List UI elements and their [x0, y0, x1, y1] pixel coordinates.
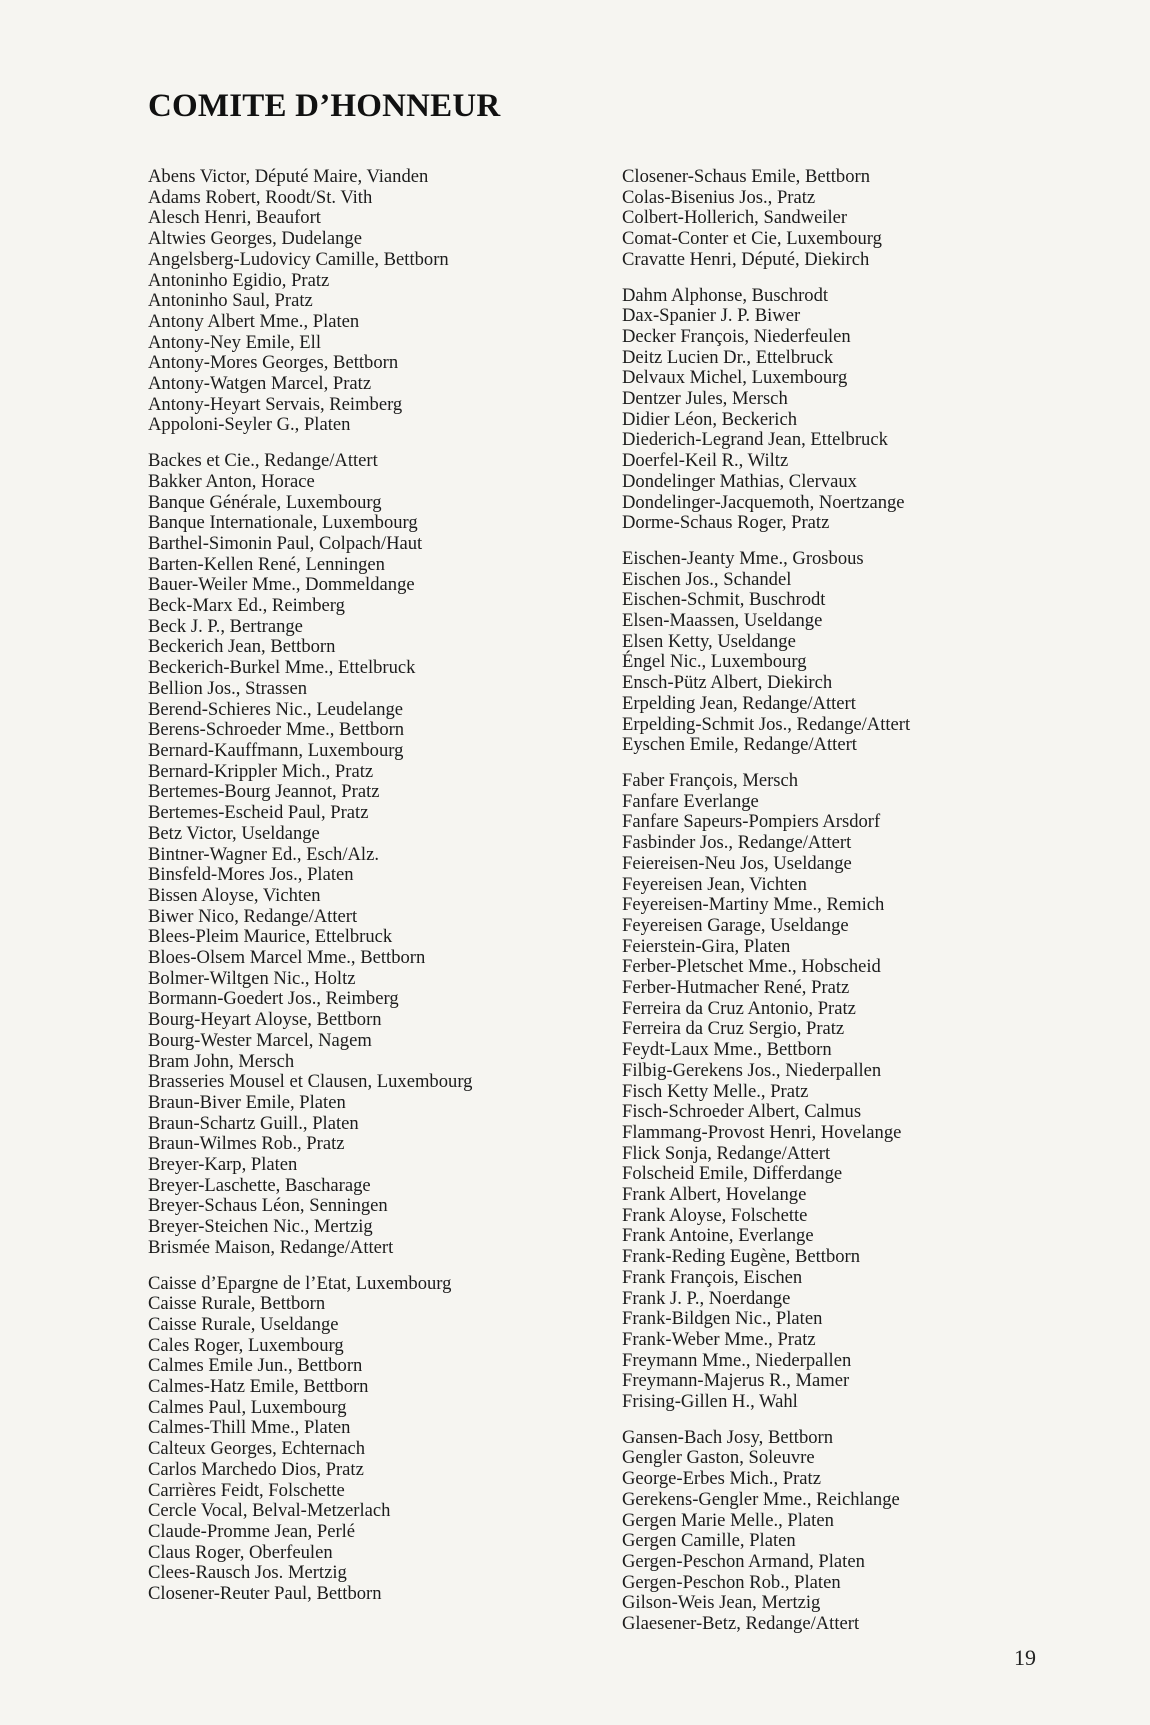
list-item: Elsen Ketty, Useldange — [622, 630, 796, 652]
list-item: Frank François, Eischen — [622, 1266, 803, 1288]
list-item: Antony-Mores Georges, Bettborn — [148, 352, 399, 374]
list-item: Feierstein-Gira, Platen — [622, 935, 791, 957]
list-item: Dondelinger Mathias, Clervaux — [622, 470, 857, 492]
list-item: Ferber-Hutmacher René, Pratz — [622, 977, 850, 999]
list-item: Eischen-Schmit, Buschrodt — [622, 589, 826, 611]
list-item: Decker François, Niederfeulen — [622, 325, 851, 347]
list-item: Bloes-Olsem Marcel Mme., Bettborn — [148, 947, 426, 969]
list-item: Blees-Pleim Maurice, Ettelbruck — [148, 926, 393, 948]
list-item: Bolmer-Wiltgen Nic., Holtz — [148, 967, 356, 989]
list-item: Betz Victor, Useldange — [148, 822, 320, 844]
list-item: Antony-Watgen Marcel, Pratz — [148, 373, 372, 395]
entry-group — [148, 1274, 568, 1605]
list-item: Eyschen Emile, Redange/Attert — [622, 734, 857, 756]
list-item: Gergen Camille, Platen — [622, 1530, 796, 1552]
list-item: Frank J. P., Noerdange — [622, 1287, 791, 1309]
list-item: Calmes Paul, Luxembourg — [148, 1396, 347, 1418]
list-item: Cercle Vocal, Belval-Metzerlach — [148, 1500, 391, 1522]
list-item: Bissen Aloyse, Vichten — [148, 884, 321, 906]
list-item: Colas-Bisenius Jos., Pratz — [622, 186, 816, 208]
list-item: Elsen-Maassen, Useldange — [622, 610, 823, 632]
list-item: Frank Aloyse, Folschette — [622, 1204, 808, 1226]
list-item: Bourg-Heyart Aloyse, Bettborn — [148, 1009, 382, 1031]
list-item: Closener-Reuter Paul, Bettborn — [148, 1583, 382, 1605]
list-item: Bourg-Wester Marcel, Nagem — [148, 1029, 372, 1051]
list-item: Erpelding Jean, Redange/Attert — [622, 692, 856, 714]
list-item: Deitz Lucien Dr., Ettelbruck — [622, 346, 834, 368]
list-item: Alesch Henri, Beaufort — [148, 207, 321, 229]
list-item: Fisch-Schroeder Albert, Calmus — [622, 1101, 862, 1123]
list-item: Biwer Nico, Redange/Attert — [148, 905, 358, 927]
list-item: Flick Sonja, Redange/Attert — [622, 1142, 831, 1164]
list-item: Dorme-Schaus Roger, Pratz — [622, 512, 830, 534]
list-item: Cales Roger, Luxembourg — [148, 1334, 344, 1356]
list-item: Frank-Reding Eugène, Bettborn — [622, 1246, 861, 1268]
list-item: Antoninho Saul, Pratz — [148, 290, 313, 312]
entry-group — [622, 286, 1042, 534]
list-item: Ferreira da Cruz Sergio, Pratz — [622, 1018, 845, 1040]
list-item: Bellion Jos., Strassen — [148, 677, 308, 699]
list-item: Brasseries Mousel et Clausen, Luxembourg — [148, 1071, 473, 1093]
list-item: Beckerich Jean, Bettborn — [148, 636, 336, 658]
list-item: Banque Internationale, Luxembourg — [148, 512, 418, 534]
list-item: Antony-Heyart Servais, Reimberg — [148, 393, 403, 415]
list-item: Gengler Gaston, Soleuvre — [622, 1447, 815, 1469]
list-item: Braun-Wilmes Rob., Pratz — [148, 1133, 345, 1155]
list-item: Feydt-Laux Mme., Bettborn — [622, 1039, 832, 1061]
list-item: Beck J. P., Bertrange — [148, 615, 303, 637]
list-item: Glaesener-Betz, Redange/Attert — [622, 1613, 860, 1635]
list-item: Breyer-Schaus Léon, Senningen — [148, 1195, 388, 1217]
list-item: Colbert-Hollerich, Sandweiler — [622, 207, 848, 229]
list-item: Fisch Ketty Melle., Pratz — [622, 1080, 809, 1102]
list-item: Dentzer Jules, Mersch — [622, 388, 788, 410]
list-item: Breyer-Steichen Nic., Mertzig — [148, 1216, 373, 1238]
list-item: George-Erbes Mich., Pratz — [622, 1468, 821, 1490]
list-item: Gerekens-Gengler Mme., Reichlange — [622, 1488, 900, 1510]
list-item: Folscheid Emile, Differdange — [622, 1163, 843, 1185]
list-item: Bram John, Mersch — [148, 1050, 295, 1072]
list-item: Didier Léon, Beckerich — [622, 408, 798, 430]
entry-group — [622, 549, 1042, 756]
list-item: Dondelinger-Jacquemoth, Noertzange — [622, 491, 905, 513]
list-item: Barten-Kellen René, Lenningen — [148, 553, 385, 575]
list-item: Bakker Anton, Horace — [148, 470, 315, 492]
list-item: Carlos Marchedo Dios, Pratz — [148, 1458, 364, 1480]
list-item: Binsfeld-Mores Jos., Platen — [148, 864, 354, 886]
list-item: Feyereisen Jean, Vichten — [622, 873, 807, 895]
list-item: Bernard-Krippler Mich., Pratz — [148, 760, 374, 782]
list-item: Berend-Schieres Nic., Leudelange — [148, 698, 404, 720]
list-item: Erpelding-Schmit Jos., Redange/Attert — [622, 713, 911, 735]
list-item: Ferreira da Cruz Antonio, Pratz — [622, 997, 856, 1019]
list-item: Dax-Spanier J. P. Biwer — [622, 305, 801, 327]
entry-group — [622, 1428, 1042, 1635]
list-item: Bertemes-Escheid Paul, Pratz — [148, 802, 369, 824]
list-item: Gilson-Weis Jean, Mertzig — [622, 1592, 821, 1614]
list-item: Calmes-Hatz Emile, Bettborn — [148, 1376, 369, 1398]
list-item: Angelsberg-Ludovicy Camille, Bettborn — [148, 248, 449, 270]
list-item: Feiereisen-Neu Jos, Useldange — [622, 852, 852, 874]
list-item: Claus Roger, Oberfeulen — [148, 1541, 333, 1563]
left-column — [148, 167, 568, 1620]
list-item: Appoloni-Seyler G., Platen — [148, 414, 351, 436]
list-item: Brismée Maison, Redange/Attert — [148, 1236, 394, 1258]
list-item: Frank-Bildgen Nic., Platen — [622, 1308, 823, 1330]
list-item: Eischen-Jeanty Mme., Grosbous — [622, 547, 864, 569]
list-item: Cravatte Henri, Député, Diekirch — [622, 248, 870, 270]
list-item: Eischen Jos., Schandel — [622, 568, 792, 590]
list-item: Adams Robert, Roodt/St. Vith — [148, 186, 373, 208]
list-item: Braun-Schartz Guill., Platen — [148, 1112, 359, 1134]
list-item: Clees-Rausch Jos. Mertzig — [148, 1562, 347, 1584]
list-item: Antoninho Egidio, Pratz — [148, 269, 330, 291]
entry-group — [622, 167, 1042, 271]
list-item: Comat-Conter et Cie, Luxembourg — [622, 228, 882, 250]
list-item: Banque Générale, Luxembourg — [148, 491, 382, 513]
list-item: Filbig-Gerekens Jos., Niederpallen — [622, 1059, 882, 1081]
list-item: Berens-Schroeder Mme., Bettborn — [148, 719, 405, 741]
list-item: Calmes Emile Jun., Bettborn — [148, 1355, 363, 1377]
list-item: Gergen Marie Melle., Platen — [622, 1509, 834, 1531]
list-item: Antony-Ney Emile, Ell — [148, 331, 321, 353]
list-item: Abens Victor, Député Maire, Vianden — [148, 166, 429, 187]
list-item: Frising-Gillen H., Wahl — [622, 1391, 798, 1413]
list-item: Bernard-Kauffmann, Luxembourg — [148, 739, 404, 761]
list-item: Altwies Georges, Dudelange — [148, 228, 362, 250]
entry-group — [148, 167, 568, 436]
list-item: Gergen-Peschon Rob., Platen — [622, 1571, 841, 1593]
list-item: Calmes-Thill Mme., Platen — [148, 1417, 351, 1439]
list-item: Fanfare Everlange — [622, 790, 759, 812]
list-item: Ensch-Pütz Albert, Diekirch — [622, 672, 833, 694]
list-item: Dahm Alphonse, Buschrodt — [622, 284, 829, 306]
list-item: Breyer-Karp, Platen — [148, 1154, 298, 1176]
list-item: Closener-Schaus Emile, Bettborn — [622, 166, 871, 187]
list-item: Bintner-Wagner Ed., Esch/Alz. — [148, 843, 379, 865]
list-item: Frank Antoine, Everlange — [622, 1225, 814, 1247]
list-item: Caisse d’Epargne de l’Etat, Luxembourg — [148, 1272, 452, 1294]
right-column — [622, 167, 1042, 1650]
list-item: Éngel Nic., Luxembourg — [622, 651, 807, 673]
list-item: Feyereisen-Martiny Mme., Remich — [622, 894, 885, 916]
list-item: Fasbinder Jos., Redange/Attert — [622, 832, 852, 854]
entry-group — [148, 451, 568, 1258]
list-item: Freymann-Majerus R., Mamer — [622, 1370, 850, 1392]
list-item: Delvaux Michel, Luxembourg — [622, 367, 848, 389]
list-item: Diederich-Legrand Jean, Ettelbruck — [622, 429, 888, 451]
list-item: Gansen-Bach Josy, Bettborn — [622, 1426, 834, 1448]
list-item: Gergen-Peschon Armand, Platen — [622, 1551, 865, 1572]
list-item: Ferber-Pletschet Mme., Hobscheid — [622, 956, 881, 978]
list-item: Bauer-Weiler Mme., Dommeldange — [148, 574, 415, 596]
list-item: Carrières Feidt, Folschette — [148, 1479, 345, 1501]
list-item: Breyer-Laschette, Bascharage — [148, 1174, 371, 1196]
list-item: Frank-Weber Mme., Pratz — [622, 1328, 816, 1350]
list-item: Bertemes-Bourg Jeannot, Pratz — [148, 781, 380, 803]
list-item: Bormann-Goedert Jos., Reimberg — [148, 988, 399, 1010]
list-item: Frank Albert, Hovelange — [622, 1184, 807, 1206]
list-item: Doerfel-Keil R., Wiltz — [622, 450, 789, 472]
list-item: Barthel-Simonin Paul, Colpach/Haut — [148, 532, 423, 554]
page-title: COMITE D’HONNEUR — [148, 88, 501, 124]
list-item: Feyereisen Garage, Useldange — [622, 914, 849, 936]
list-item: Backes et Cie., Redange/Attert — [148, 450, 378, 472]
list-item: Flammang-Provost Henri, Hovelange — [622, 1121, 902, 1143]
list-item: Antony Albert Mme., Platen — [148, 310, 360, 332]
list-item: Caisse Rurale, Useldange — [148, 1313, 339, 1335]
list-item: Braun-Biver Emile, Platen — [148, 1091, 346, 1113]
list-item: Calteux Georges, Echternach — [148, 1438, 366, 1460]
list-item: Freymann Mme., Niederpallen — [622, 1349, 852, 1371]
entry-group — [622, 771, 1042, 1413]
list-item: Faber François, Mersch — [622, 769, 799, 791]
list-item: Fanfare Sapeurs-Pompiers Arsdorf — [622, 811, 881, 833]
list-item: Beck-Marx Ed., Reimberg — [148, 595, 345, 617]
list-item: Caisse Rurale, Bettborn — [148, 1293, 326, 1315]
page-number: 19 — [1014, 1645, 1036, 1670]
list-item: Claude-Promme Jean, Perlé — [148, 1521, 356, 1542]
list-item: Beckerich-Burkel Mme., Ettelbruck — [148, 657, 416, 679]
